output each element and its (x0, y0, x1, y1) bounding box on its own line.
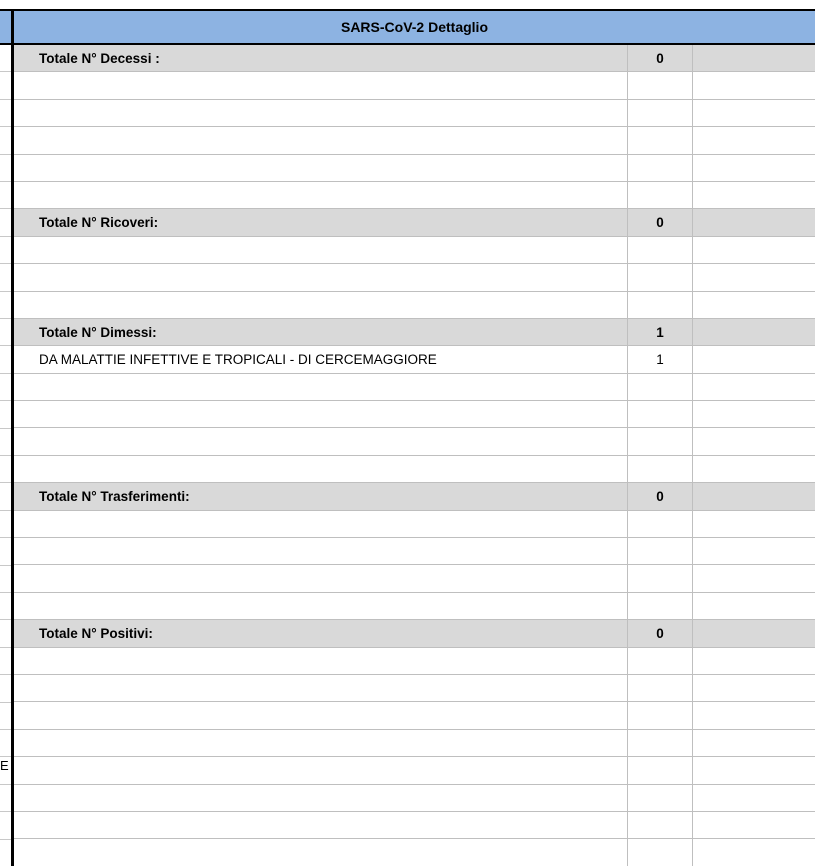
count-cell[interactable] (627, 812, 693, 838)
description-cell[interactable] (14, 428, 627, 454)
description-cell[interactable] (14, 72, 627, 98)
count-cell[interactable] (627, 155, 693, 181)
description-cell[interactable] (14, 401, 627, 427)
table-row (14, 292, 815, 319)
count-cell[interactable] (627, 702, 693, 728)
description-cell[interactable] (14, 237, 627, 263)
count-cell[interactable] (627, 264, 693, 290)
previous-column-cell (0, 648, 11, 675)
previous-column-cell (0, 319, 11, 346)
description-cell[interactable] (14, 730, 627, 756)
description-cell[interactable] (14, 511, 627, 537)
count-cell[interactable] (627, 237, 693, 263)
table-row (14, 675, 815, 702)
empty-cell[interactable] (693, 456, 815, 482)
description-cell[interactable] (14, 292, 627, 318)
count-cell[interactable] (627, 127, 693, 153)
table-row (14, 511, 815, 538)
table-row (14, 702, 815, 729)
previous-column-cell (0, 675, 11, 702)
section-label-cell[interactable]: Totale N° Dimessi: (39, 324, 157, 340)
empty-cell[interactable] (693, 401, 815, 427)
previous-column-cell (0, 785, 11, 812)
section-total-cell[interactable]: 0 (627, 483, 693, 509)
empty-cell[interactable] (693, 620, 815, 646)
section-total-cell[interactable]: 0 (627, 209, 693, 235)
empty-cell[interactable] (693, 483, 815, 509)
section-total-row (14, 483, 815, 510)
previous-column-cell (0, 703, 11, 730)
description-cell[interactable] (14, 648, 627, 674)
detail-table (14, 9, 815, 866)
description-cell[interactable] (14, 155, 627, 181)
description-cell[interactable] (14, 785, 627, 811)
description-cell[interactable] (14, 264, 627, 290)
empty-cell[interactable] (693, 593, 815, 619)
description-cell[interactable] (14, 757, 627, 783)
previous-column-cell (0, 456, 11, 483)
count-cell[interactable] (627, 593, 693, 619)
empty-cell[interactable] (693, 72, 815, 98)
empty-cell[interactable] (693, 730, 815, 756)
table-row (14, 264, 815, 291)
table-row (14, 593, 815, 620)
previous-column-cell (0, 812, 11, 839)
previous-column-cell (0, 100, 11, 127)
previous-column-cell (0, 538, 11, 565)
count-cell[interactable] (627, 401, 693, 427)
empty-cell[interactable] (693, 155, 815, 181)
count-cell[interactable] (627, 675, 693, 701)
previous-column-sliver (0, 0, 11, 866)
count-cell[interactable] (627, 648, 693, 674)
table-row (14, 155, 815, 182)
empty-cell[interactable] (693, 45, 815, 71)
empty-cell[interactable] (693, 100, 815, 126)
count-cell[interactable] (627, 785, 693, 811)
previous-column-cell (0, 346, 11, 373)
previous-column-cell (0, 620, 11, 647)
table-row (14, 648, 815, 675)
empty-cell[interactable] (693, 538, 815, 564)
section-total-row (14, 45, 815, 72)
table-row (14, 456, 815, 483)
count-cell[interactable] (627, 538, 693, 564)
previous-column-cell (0, 401, 11, 428)
count-cell[interactable] (627, 182, 693, 208)
count-cell[interactable] (627, 100, 693, 126)
empty-cell[interactable] (693, 702, 815, 728)
empty-cell[interactable] (693, 757, 815, 783)
previous-column-cell (0, 429, 11, 456)
count-cell[interactable] (627, 428, 693, 454)
table-row (14, 839, 815, 866)
description-cell[interactable] (14, 538, 627, 564)
section-label-cell[interactable]: Totale N° Trasferimenti: (39, 488, 190, 504)
previous-column-cell (0, 45, 11, 72)
section-total-row (14, 209, 815, 236)
previous-column-cell (0, 483, 11, 510)
table-row (14, 237, 815, 264)
description-cell[interactable] (14, 675, 627, 701)
previous-column-cell (0, 72, 11, 99)
description-cell[interactable] (14, 565, 627, 591)
table-row (14, 374, 815, 401)
count-cell[interactable] (627, 730, 693, 756)
count-cell[interactable]: 1 (627, 346, 693, 372)
table-row (14, 812, 815, 839)
previous-column-cell (0, 840, 11, 866)
previous-column-cell (0, 264, 11, 291)
table-title[interactable]: SARS-CoV-2 Dettaglio (14, 9, 815, 45)
section-total-cell[interactable]: 0 (627, 45, 693, 71)
empty-cell[interactable] (693, 264, 815, 290)
empty-cell[interactable] (693, 511, 815, 537)
section-total-row (14, 620, 815, 647)
empty-cell[interactable] (693, 319, 815, 345)
description-cell[interactable] (14, 100, 627, 126)
previous-column-cell (0, 593, 11, 620)
description-cell[interactable] (14, 374, 627, 400)
description-cell[interactable] (14, 456, 627, 482)
empty-cell[interactable] (693, 292, 815, 318)
empty-cell[interactable] (693, 428, 815, 454)
table-rows (14, 45, 815, 866)
section-label-cell[interactable]: Totale N° Ricoveri: (39, 215, 159, 231)
section-total-cell[interactable]: 1 (627, 319, 693, 345)
table-row (14, 100, 815, 127)
description-cell[interactable]: DA MALATTIE INFETTIVE E TROPICALI - DI CERCEMAGGIORE (39, 351, 437, 367)
previous-column-header-cell (0, 9, 11, 45)
table-row (14, 127, 815, 154)
section-label-cell[interactable]: Totale N° Decessi : (39, 50, 160, 66)
table-row (14, 757, 815, 784)
count-cell[interactable] (627, 72, 693, 98)
previous-column-cell (0, 127, 11, 154)
empty-cell[interactable] (693, 374, 815, 400)
count-cell[interactable] (627, 839, 693, 865)
empty-cell[interactable] (693, 675, 815, 701)
empty-cell[interactable] (693, 565, 815, 591)
empty-cell[interactable] (693, 812, 815, 838)
previous-column-cell (0, 730, 11, 757)
previous-column-cell (0, 511, 11, 538)
count-cell[interactable] (627, 292, 693, 318)
previous-column-cell (0, 292, 11, 319)
table-row (14, 428, 815, 455)
description-cell[interactable] (14, 593, 627, 619)
previous-column-cell (0, 209, 11, 236)
empty-cell[interactable] (693, 209, 815, 235)
description-cell[interactable] (14, 812, 627, 838)
description-cell[interactable] (14, 839, 627, 865)
description-cell[interactable] (14, 182, 627, 208)
empty-cell[interactable] (693, 127, 815, 153)
section-total-row (14, 319, 815, 346)
previous-column-cell (0, 155, 11, 182)
count-cell[interactable] (627, 511, 693, 537)
description-cell[interactable] (14, 702, 627, 728)
empty-cell[interactable] (693, 346, 815, 372)
table-row (14, 538, 815, 565)
table-row (14, 785, 815, 812)
previous-column-cell (0, 237, 11, 264)
empty-cell[interactable] (693, 839, 815, 865)
empty-cell[interactable] (693, 237, 815, 263)
previous-column-text-fragment: E (0, 758, 9, 773)
count-cell[interactable] (627, 456, 693, 482)
empty-cell[interactable] (693, 785, 815, 811)
table-row (14, 401, 815, 428)
previous-column-cell (0, 182, 11, 209)
table-row (14, 730, 815, 757)
empty-cell[interactable] (693, 182, 815, 208)
count-cell[interactable] (627, 374, 693, 400)
previous-column-cell (0, 566, 11, 593)
empty-cell[interactable] (693, 648, 815, 674)
table-row (14, 346, 815, 373)
description-cell[interactable] (14, 127, 627, 153)
table-row (14, 72, 815, 99)
section-label-cell[interactable]: Totale N° Positivi: (39, 625, 153, 641)
section-total-cell[interactable]: 0 (627, 620, 693, 646)
previous-column-cell (0, 374, 11, 401)
count-cell[interactable] (627, 565, 693, 591)
table-row (14, 565, 815, 592)
table-row (14, 182, 815, 209)
count-cell[interactable] (627, 757, 693, 783)
